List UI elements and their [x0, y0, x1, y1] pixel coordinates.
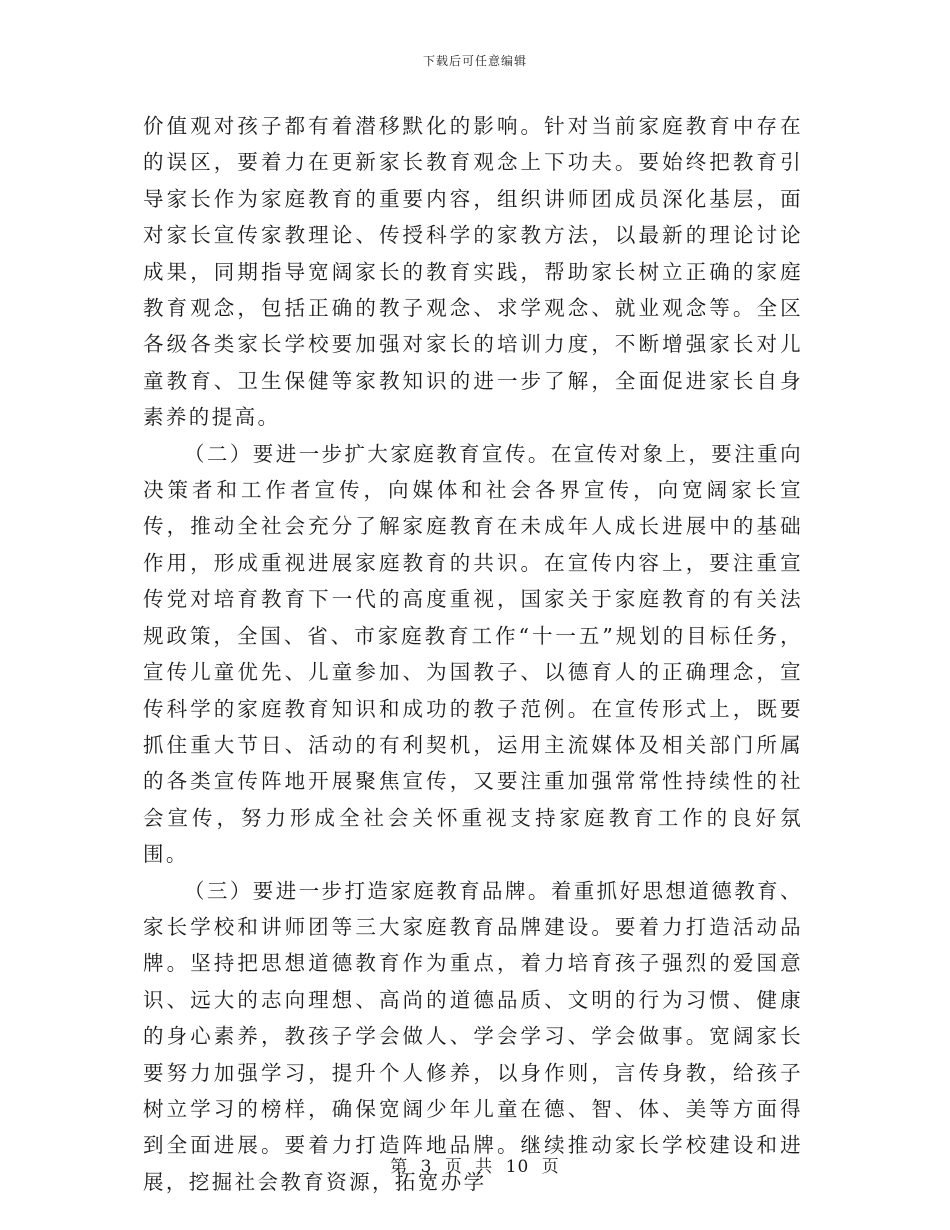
page-header-note: 下载后可任意编辑: [422, 54, 527, 68]
document-body: [143, 108, 803, 1200]
paragraph-3: （三）要进一步打造家庭教育品牌。着重抓好思想道德教育、家长学校和讲师团等三大家庭教育品牌建设。要着力打造活动品牌。坚持把思想道德教育作为重点，着力培育孩子强烈的爱国意识、远大的志向理想、高尚的道德品质、文明的行为习惯、健康的身心素养，教孩子学会做人、学会学习、学会做事。宽阔家长要努力加强学习，提升个人修养，以身作则，言传身教，给孩子树立学习的榜样，确保宽阔少年儿童在德、智、体、美等方面得到全面进展。要着力打造阵地品牌。继续推动家长学校建设和进展，挖掘社会教育资源，拓宽办学: [143, 878, 803, 1194]
paragraph-2: （二）要进一步扩大家庭教育宣传。在宣传对象上，要注重向决策者和工作者宣传，向媒体和社会各界宣传，向宽阔家长宣传，推动全社会充分了解家庭教育在未成年人成长进展中的基础作用，形成重视进展家庭教育的共识。在宣传内容上，要注重宣传党对培育教育下一代的高度重视，国家关于家庭教育的有关法规政策，全国、省、市家庭教育工作“十一五”规划的目标任务，宣传儿童优先、儿童参加、为国教子、以德育人的正确理念，宣传科学的家庭教育知识和成功的教子范例。在宣传形式上，既要抓住重大节日、活动的有利契机，运用主流媒体及相关部门所属的各类宣传阵地开展聚焦宣传，又要注重加强常常性持续性的社会宣传，努力形成全社会关怀重视支持家庭教育工作的良好氛围。: [143, 441, 803, 867]
page-number-footer: 第 3 页 共 10 页: [390, 1157, 560, 1177]
paragraph-1: 价值观对孩子都有着潜移默化的影响。针对当前家庭教育中存在的误区，要着力在更新家长教育观念上下功夫。要始终把教育引导家长作为家庭教育的重要内容，组织讲师团成员深化基层，面对家长宣传家教理论、传授科学的家教方法，以最新的理论讨论成果，同期指导宽阔家长的教育实践，帮助家长树立正确的家庭教育观念，包括正确的教子观念、求学观念、就业观念等。全区各级各类家长学校要加强对家长的培训力度，不断增强家长对儿童教育、卫生保健等家教知识的进一步了解，全面促进家长自身素养的提高。: [143, 114, 803, 430]
